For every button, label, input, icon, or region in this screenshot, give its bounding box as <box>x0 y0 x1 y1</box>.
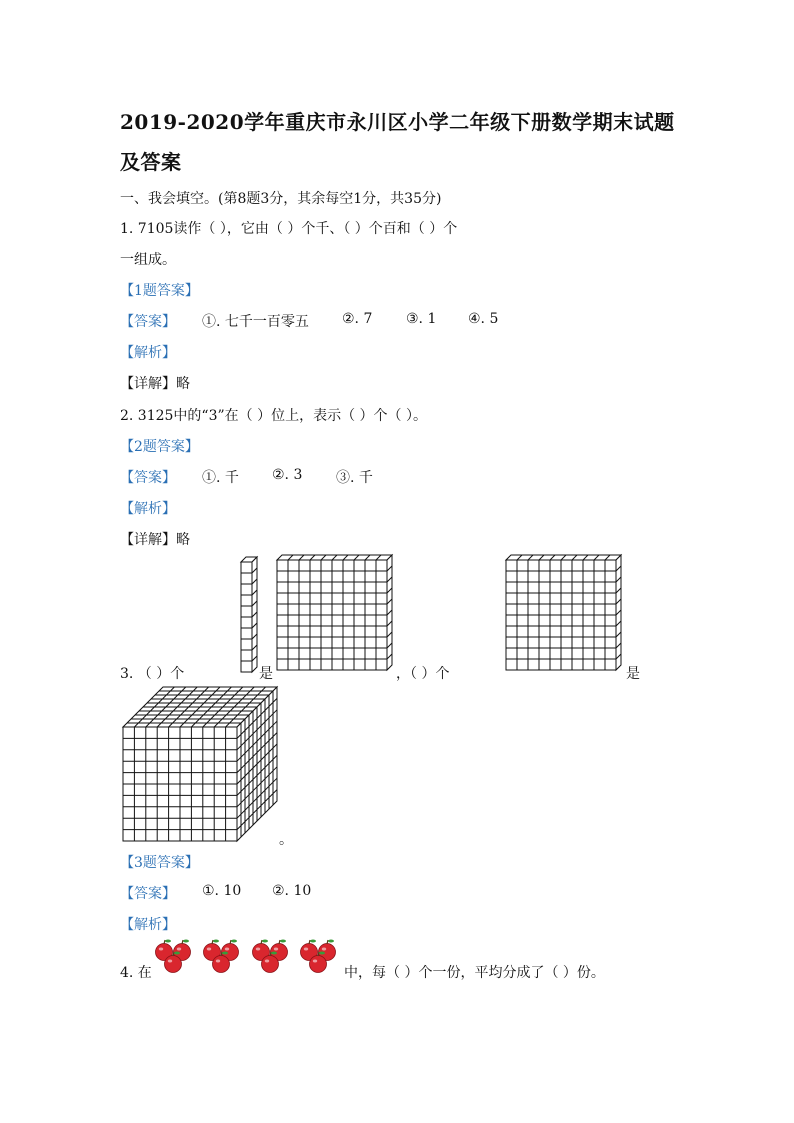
section-header: 一、我会填空。(第8题3分，其余每空1分，共35分) <box>120 191 442 207</box>
answer-tag-1: 【1题答案】 <box>120 283 199 299</box>
apple-icon <box>213 956 230 973</box>
question-1: 1. 7105读作（ ），它由（ ）个千、（ ）个百和（ ）个 <box>120 221 458 237</box>
question-2: 2. 3125中的“3”在（ ）位上，表示（ ）个（ ）。 <box>120 408 428 424</box>
apple-highlight <box>304 948 308 951</box>
apple-icon <box>310 956 327 973</box>
apple-leaf <box>174 952 180 955</box>
question-3: 3. （ ）个 <box>120 666 185 682</box>
apple-leaf <box>280 940 286 943</box>
apple-leaf <box>310 940 316 943</box>
answer-item: ①. 10 <box>202 883 242 899</box>
apple-highlight <box>274 948 278 951</box>
answer-row-2 <box>120 467 520 487</box>
apple-leaf <box>213 940 219 943</box>
apple-highlight <box>159 948 163 951</box>
apple-leaf <box>328 940 334 943</box>
answer-row-3 <box>120 883 420 903</box>
answer-item: ②. 3 <box>272 467 303 483</box>
hundred-flat-figure <box>276 555 400 679</box>
apple-leaf <box>271 952 277 955</box>
answer-item: ③. 1 <box>406 311 437 327</box>
answer-tag-3: 【3题答案】 <box>120 855 199 871</box>
analysis-label-3: 【解析】 <box>120 917 176 933</box>
apple-leaf <box>222 952 228 955</box>
apple-highlight <box>168 960 172 963</box>
question-3-is: 是 <box>259 666 273 682</box>
answer-tag-2: 【2题答案】 <box>120 439 199 455</box>
answer-label: 【答案】 <box>120 314 176 330</box>
hundred-flat-figure <box>505 555 629 679</box>
question-4: 4. 在 <box>120 965 152 981</box>
question-3-is-2: 是 <box>626 666 640 682</box>
analysis-label-2: 【解析】 <box>120 501 176 517</box>
answer-item: ②. 7 <box>342 311 373 327</box>
answer-item: ③. 千 <box>336 470 373 486</box>
answer-label: 【答案】 <box>120 886 176 902</box>
question-1-continued: 一组成。 <box>120 252 176 268</box>
detail-2: 【详解】略 <box>120 532 190 548</box>
thousand-cube-figure <box>120 684 280 844</box>
apple-highlight <box>256 948 260 951</box>
apple-highlight <box>313 960 317 963</box>
answer-item: ②. 10 <box>272 883 312 899</box>
question-4-continued: 中，每（ ）个一份，平均分成了（ ）份。 <box>344 965 605 981</box>
apple-leaf <box>319 952 325 955</box>
detail-1: 【详解】略 <box>120 376 190 392</box>
apple-leaf <box>231 940 237 943</box>
answer-item: ①. 千 <box>202 470 239 486</box>
apple-groups-figure <box>154 940 344 976</box>
answer-label: 【答案】 <box>120 470 176 486</box>
answer-item: ④. 5 <box>468 311 499 327</box>
apple-highlight <box>225 948 229 951</box>
apple-leaf <box>183 940 189 943</box>
ten-cube-rod-figure <box>240 557 260 679</box>
apple-leaf <box>262 940 268 943</box>
answer-row-1 <box>120 311 620 331</box>
apple-highlight <box>207 948 211 951</box>
apple-icon <box>165 956 182 973</box>
analysis-label-1: 【解析】 <box>120 345 176 361</box>
apple-leaf <box>165 940 171 943</box>
apple-highlight <box>177 948 181 951</box>
question-3-end: 。 <box>279 832 293 848</box>
apple-icon <box>262 956 279 973</box>
page-title: 2019-2020学年重庆市永川区小学二年级下册数学期末试题 <box>120 110 675 134</box>
apple-highlight <box>216 960 220 963</box>
apple-highlight <box>322 948 326 951</box>
apple-highlight <box>265 960 269 963</box>
page-title-continued: 及答案 <box>120 150 182 174</box>
answer-item: ①. 七千一百零五 <box>202 314 309 330</box>
question-3-mid: ，（ ）个 <box>396 666 450 682</box>
